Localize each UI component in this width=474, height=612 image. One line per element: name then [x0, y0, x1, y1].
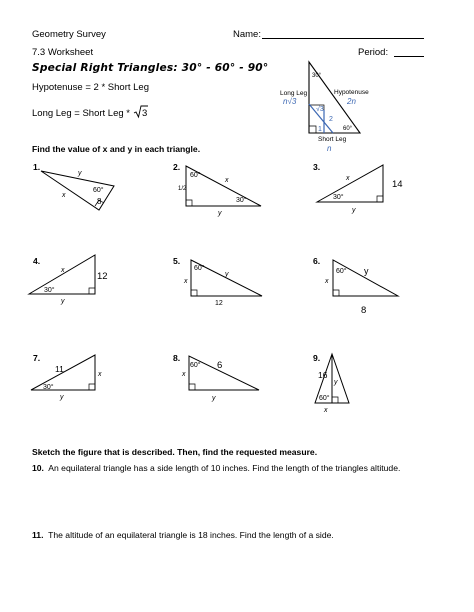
ref-inner-hyp: 2: [329, 116, 333, 123]
instructions: Find the value of x and y in each triangle.: [32, 144, 201, 154]
problem-1-number: 1.: [33, 162, 41, 172]
problem-7-label-11: 11: [55, 364, 64, 374]
ref-hypotenuse-label: Hypotenuse: [334, 89, 369, 96]
ref-inner-long: √3: [316, 106, 324, 113]
problem-8-number: 8.: [173, 353, 181, 363]
problem-6-label-x: x: [325, 278, 329, 285]
problem-6-label-8: 8: [361, 305, 367, 316]
question-11-text: The altitude of an equilateral triangle is 18 inches. Find the length of a side.: [48, 530, 334, 540]
problem-7-label-x: x: [98, 371, 102, 378]
ref-angle-30: 30°: [312, 73, 322, 79]
problem-3-label-x: x: [346, 175, 350, 182]
problem-3-number: 3.: [313, 162, 321, 172]
problem-2-label-x: x: [225, 177, 229, 184]
question-10: [32, 463, 400, 473]
problem-5-label-y: y: [225, 271, 229, 278]
problem-2-number: 2.: [173, 162, 181, 172]
problem-7-label-30: 30°: [43, 384, 54, 391]
problem-5-label-12: 12: [215, 300, 223, 307]
question-10-text: An equilateral triangle has a side length of 10 inches. Find the length of the triangles altitude.: [48, 463, 401, 473]
problem-3-label-14: 14: [392, 179, 403, 190]
problem-5-number: 5.: [173, 256, 181, 266]
problem-4-label-12: 12: [97, 271, 108, 282]
long-leg-rule-text: Long Leg = Short Leg *: [32, 108, 130, 119]
question-11: [32, 530, 334, 540]
problem-9-label-60: 60°: [319, 395, 330, 402]
problem-1-label-60: 60°: [93, 187, 104, 194]
problem-8-label-y: y: [212, 395, 216, 402]
problem-9-number: 9.: [313, 353, 321, 363]
question-11-number: 11.: [32, 530, 44, 540]
problem-9-label-x: x: [324, 407, 328, 414]
problem-4-label-x: x: [61, 267, 65, 274]
problem-6-label-y: y: [364, 266, 369, 276]
problem-9-label-16: 16: [318, 370, 328, 380]
problem-7-label-y: y: [60, 394, 64, 401]
problem-2-label-y: y: [218, 210, 222, 217]
problem-2-label-half: 1/2: [178, 186, 187, 192]
problem-1-label-8: 8: [97, 197, 102, 206]
problem-4-label-y: y: [61, 298, 65, 305]
problem-2-label-60: 60°: [190, 172, 201, 179]
problem-1-label-x: x: [62, 192, 66, 199]
problem-3-label-30: 30°: [333, 194, 344, 201]
problem-4-number: 4.: [33, 256, 41, 266]
problem-2-label-30: 30°: [236, 197, 247, 204]
problem-8-label-x: x: [182, 371, 186, 378]
ref-long-leg-expr: n√3: [283, 97, 297, 106]
problem-5-label-x: x: [184, 278, 188, 285]
hypotenuse-rule: Hypotenuse = 2 * Short Leg: [32, 82, 149, 93]
problem-8-label-6: 6: [217, 360, 223, 371]
worksheet-number: 7.3 Worksheet: [32, 47, 94, 58]
sketch-instructions: Sketch the figure that is described. Then, find the requested measure.: [32, 447, 318, 457]
name-label: Name:: [233, 29, 261, 40]
ref-long-leg-label: Long Leg: [280, 90, 308, 97]
svg-text:3: 3: [141, 108, 147, 119]
problem-9-label-y: y: [334, 379, 338, 386]
problem-8-label-60: 60°: [190, 362, 201, 369]
problem-3-label-y: y: [352, 207, 356, 214]
problem-3-triangle: [317, 165, 383, 202]
ref-short-leg-label: Short Leg: [318, 136, 347, 143]
problem-5-label-60: 60°: [194, 265, 205, 272]
problem-7-number: 7.: [33, 353, 41, 363]
period-label: Period:: [358, 47, 389, 58]
ref-inner-short: 1: [318, 126, 322, 133]
problem-6-number: 6.: [313, 256, 321, 266]
ref-short-leg-expr: n: [327, 144, 332, 153]
course-name: Geometry Survey: [32, 29, 106, 40]
ref-hyp-expr: 2n: [347, 97, 356, 106]
ref-angle-60: 60°: [343, 126, 353, 132]
problem-1-label-y: y: [78, 170, 82, 177]
problem-4-label-30: 30°: [44, 287, 55, 294]
question-10-number: 10.: [32, 463, 44, 473]
page-title: Special Right Triangles: 30° - 60° - 90°: [32, 62, 269, 74]
problem-6-label-60: 60°: [336, 268, 347, 275]
